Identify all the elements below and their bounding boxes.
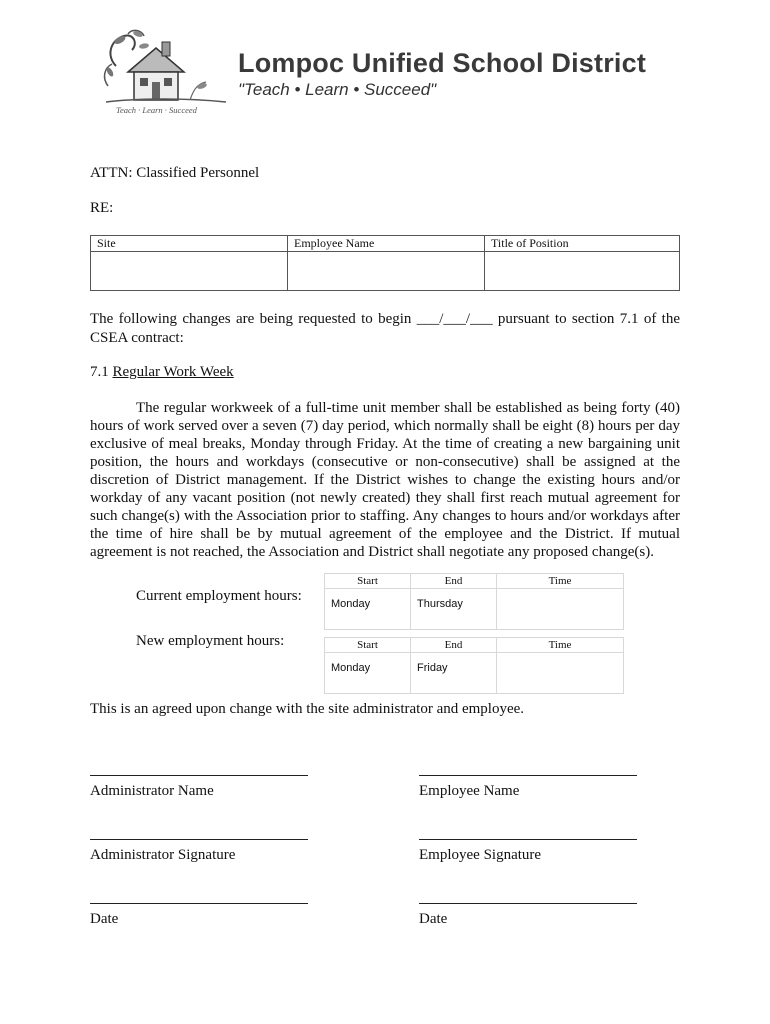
site-header: Site [91,236,288,252]
current-start-field[interactable]: Monday [325,589,411,630]
employee-date-label: Date [419,911,448,927]
logo-tagline: Teach · Learn · Succeed [116,105,197,115]
section-number: 7.1 [90,364,113,380]
current-end-field[interactable]: Thursday [411,589,497,630]
employee-name-label: Employee Name [419,783,520,799]
employee-name-field[interactable] [288,252,485,291]
employee-signature-label: Employee Signature [419,847,542,863]
current-start-header: Start [325,574,411,589]
admin-signature-line[interactable] [90,839,308,840]
title-of-position-field[interactable] [485,252,680,291]
employee-signature-line[interactable] [419,839,637,840]
current-time-header: Time [497,574,624,589]
current-time-field[interactable] [497,589,624,630]
new-end-field[interactable]: Friday [411,653,497,694]
current-hours-label: Current employment hours: [136,588,302,604]
district-name: Lompoc Unified School District [238,48,647,78]
new-time-field[interactable] [497,653,624,694]
start-date-blank[interactable]: ___/___/___ [416,311,493,327]
admin-name-line[interactable] [90,775,308,776]
intro-text-before: The following changes are being requested to begin [90,311,417,327]
employee-date-line[interactable] [419,903,637,904]
section-title: Regular Work Week [112,364,234,380]
title-of-position-header: Title of Position [485,236,680,252]
current-hours-table [324,573,624,630]
district-motto: "Teach • Learn • Succeed" [238,80,437,99]
admin-date-line[interactable] [90,903,308,904]
new-end-header: End [411,638,497,653]
position-info-table [90,235,680,291]
intro-text-after: pursuant to section 7.1 of the CSEA contract: [90,311,680,346]
employee-name-line[interactable] [419,775,637,776]
re-line: RE: [90,200,114,216]
agreement-statement: This is an agreed upon change with the site administrator and employee. [90,701,525,717]
employee-name-header: Employee Name [288,236,485,252]
current-end-header: End [411,574,497,589]
new-start-header: Start [325,638,411,653]
site-field[interactable] [91,252,288,291]
admin-signature-label: Administrator Signature [90,847,236,863]
admin-date-label: Date [90,911,119,927]
attn-line: ATTN: Classified Personnel [90,165,260,181]
work-week-body: The regular workweek of a full-time unit member shall be established as being forty (40) hours of work served over a seven (7) day period, which normally shall be eight (8) hours per day exclusive of meal breaks, Monday through Friday. At the time of creating a new bargaining unit position, the hours and workdays (consecutive or non-consecutive) shall be assigned at the discretion of District management. If the District wishes to change the existing hours and/or workday of any vacant position (not newly created) they shall first reach mutual agreement for such change(s) with the Association prior to staffing. Any changes to hours and/or workdays after the time of hire shall be by mutual agreement of the employee and the District. If mutual agreement is not reached, the Association and District shall negotiate any proposed change(s). [90,400,680,560]
new-time-header: Time [497,638,624,653]
section-heading [90,364,234,381]
new-start-field[interactable]: Monday [325,653,411,694]
new-hours-label: New employment hours: [136,633,285,649]
change-request-paragraph [90,310,680,348]
new-hours-table [324,637,624,694]
admin-name-label: Administrator Name [90,783,214,799]
